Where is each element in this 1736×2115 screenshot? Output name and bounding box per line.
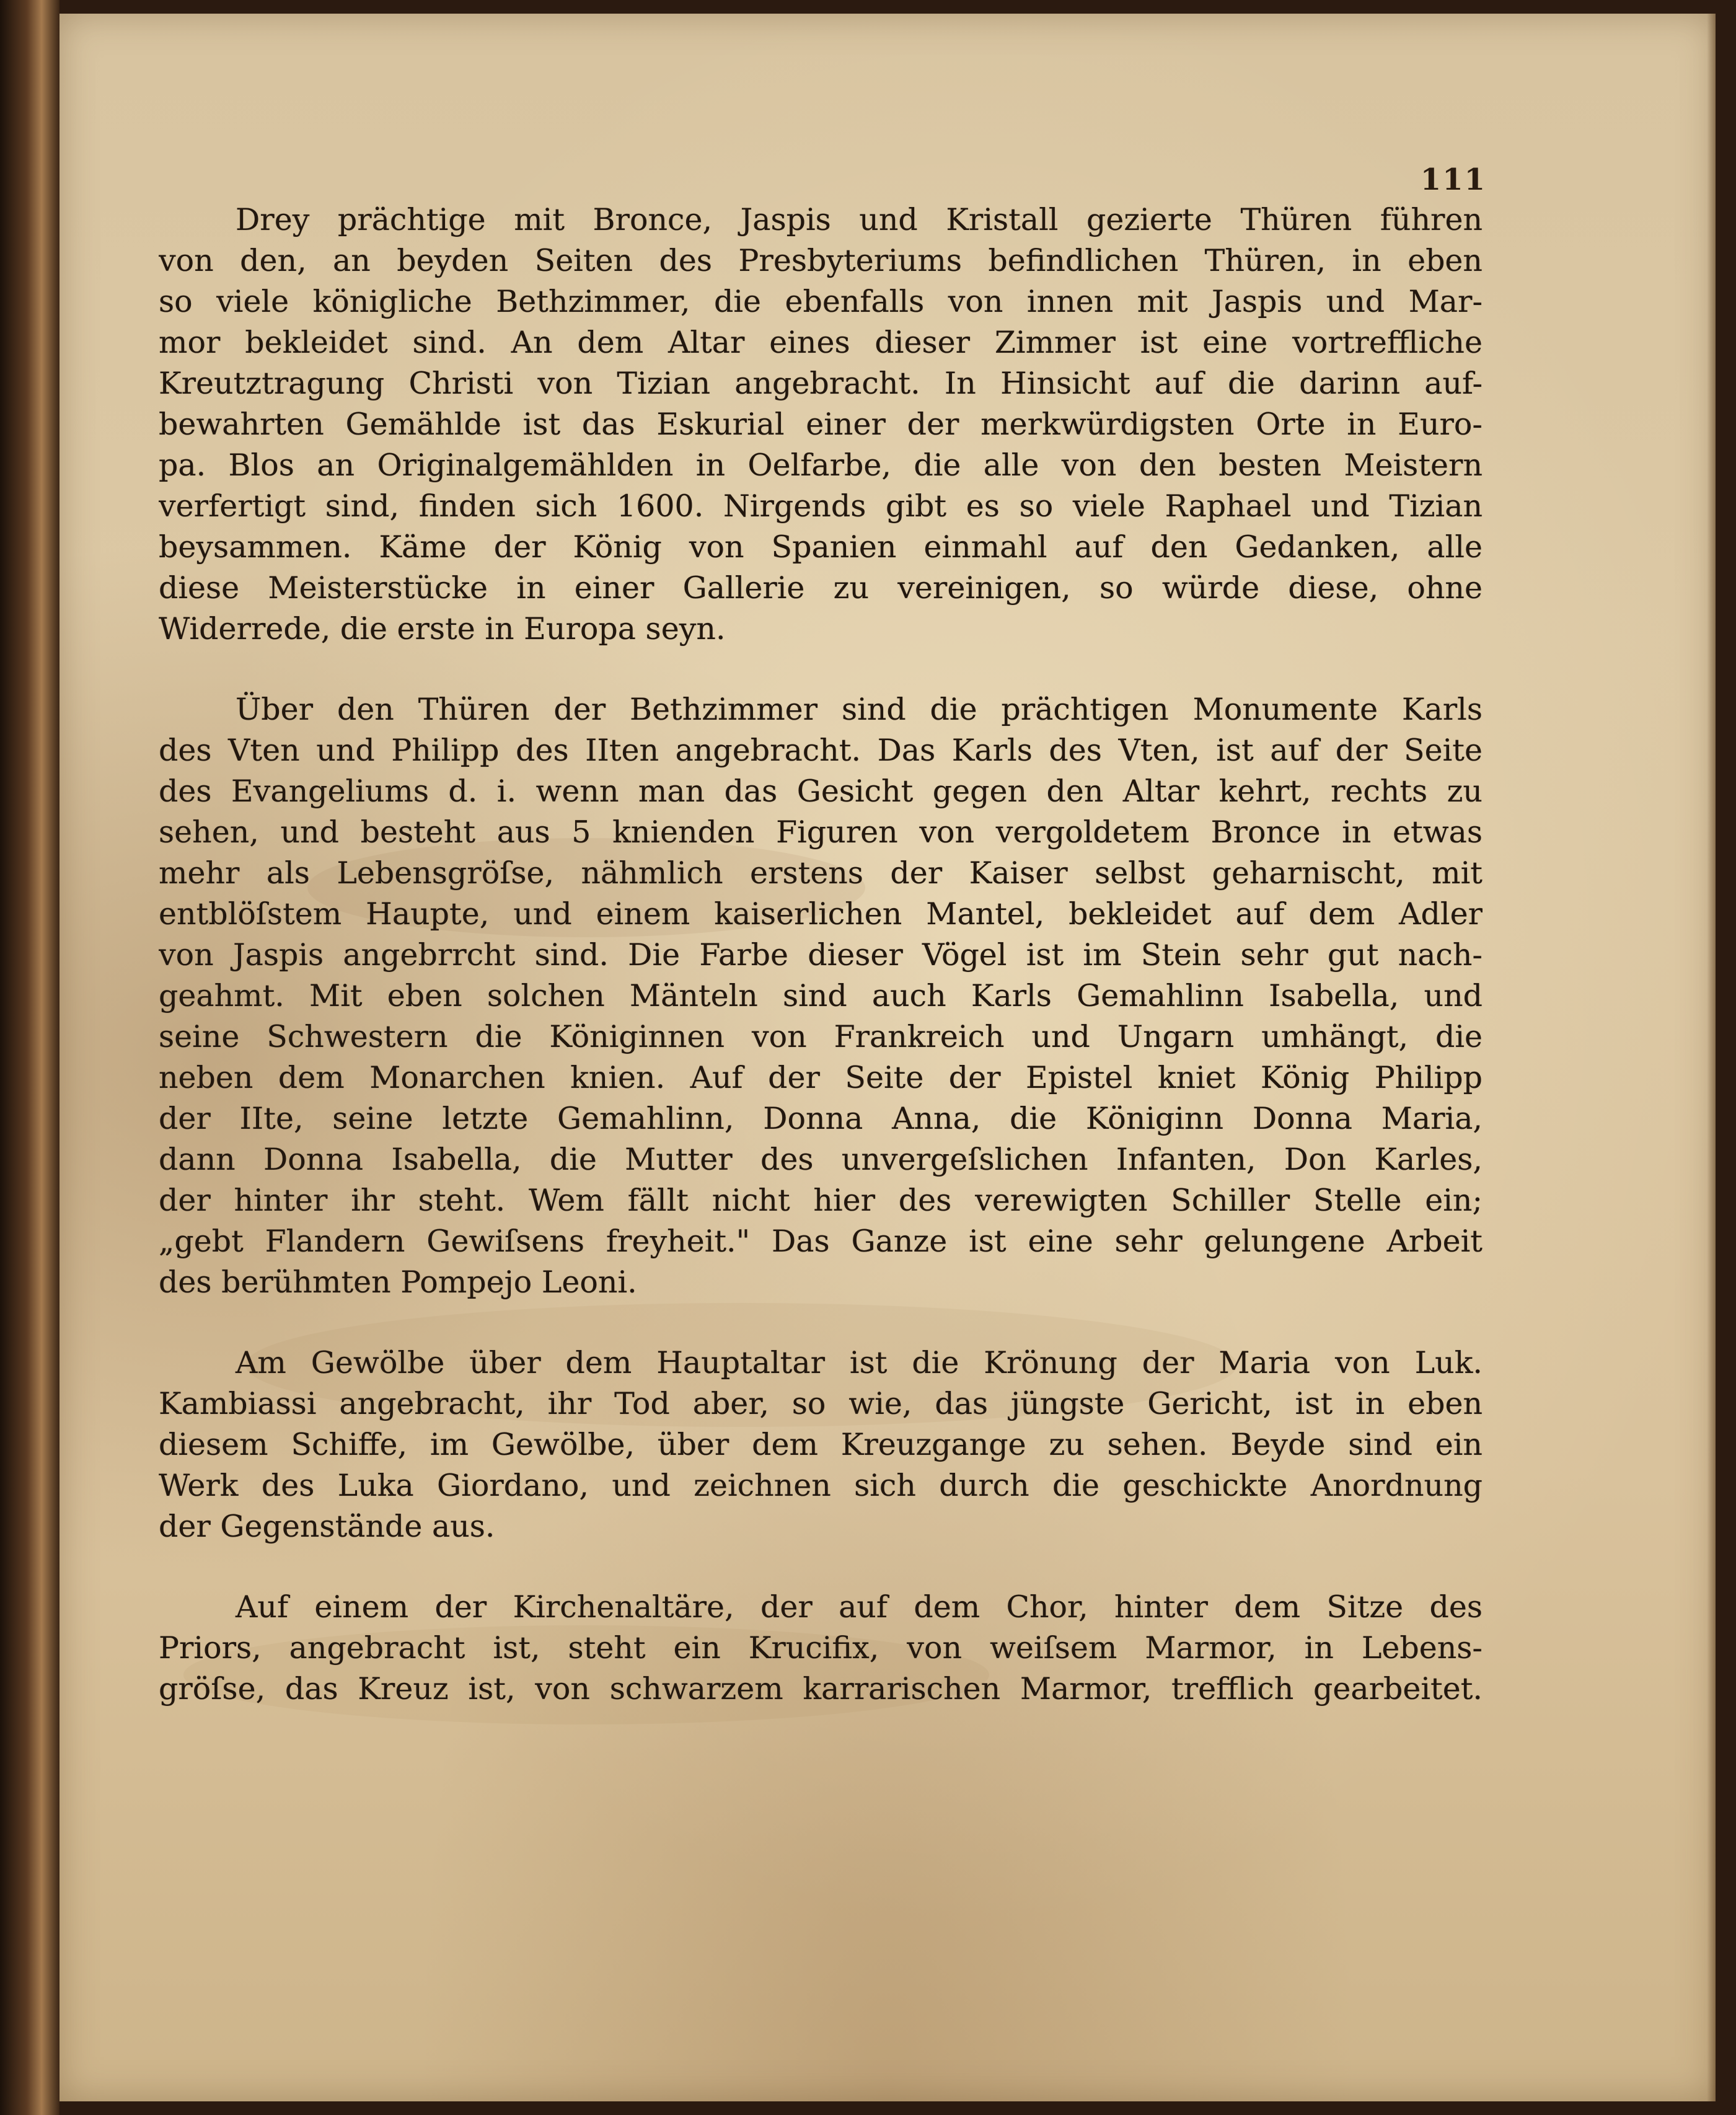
text-line: von Jaspis angebrrcht sind. Die Farbe dieser Vögel ist im Stein sehr gut nach-	[159, 937, 1483, 973]
text-line: so viele königliche Bethzimmer, die ebenfalls von innen mit Jaspis und Mar-	[159, 284, 1483, 319]
text-line: Kambiassi angebracht, ihr Tod aber, so wie, das jüngste Gericht, ist in eben	[159, 1386, 1483, 1421]
paragraph-1	[159, 200, 1483, 650]
text-line: verfertigt sind, finden sich 1600. Nirgends gibt es so viele Raphael und Tizian	[159, 488, 1483, 524]
text-line: mehr als Lebensgröſse, nähmlich erstens der Kaiser selbst geharnischt, mit	[159, 855, 1483, 891]
text-line: Werk des Luka Giordano, und zeichnen sich durch die geschickte Anordnung	[159, 1468, 1483, 1503]
paragraph-3	[159, 1343, 1483, 1547]
text-line: neben dem Monarchen knien. Auf der Seite der Epistel kniet König Philipp	[159, 1060, 1483, 1095]
page-number: 111	[1420, 162, 1486, 197]
text-line: Über den Thüren der Bethzimmer sind die prächtigen Monumente Karls	[236, 692, 1483, 727]
text-line: von den, an beyden Seiten des Presbyteriums befindlichen Thüren, in eben	[159, 243, 1483, 278]
text-line: Auf einem der Kirchenaltäre, der auf dem Chor, hinter dem Sitze des	[236, 1589, 1483, 1625]
text-line: entblöſstem Haupte, und einem kaiserlichen Mantel, bekleidet auf dem Adler	[159, 896, 1483, 932]
text-line: des Vten und Philipp des IIten angebracht. Das Karls des Vten, ist auf der Seite	[159, 733, 1483, 768]
page-edge	[1707, 14, 1716, 2101]
text-line: diese Meisterstücke in einer Gallerie zu vereinigen, so würde diese, ohne	[159, 570, 1483, 606]
paragraph-2	[159, 689, 1483, 1303]
text-line: diesem Schiffe, im Gewölbe, über dem Kreuzgange zu sehen. Beyde sind ein	[159, 1427, 1483, 1462]
text-line: gröſse, das Kreuz ist, von schwarzem karrarischen Marmor, trefflich gearbeitet.	[159, 1671, 1483, 1707]
text-line: mor bekleidet sind. An dem Altar eines dieser Zimmer ist eine vortreffliche	[159, 325, 1483, 360]
text-line: der hinter ihr steht. Wem fällt nicht hier des verewigten Schiller Stelle ein;	[159, 1183, 1483, 1218]
text-line: beysammen. Käme der König von Spanien einmahl auf den Gedanken, alle	[159, 529, 1483, 565]
text-line: bewahrten Gemählde ist das Eskurial einer der merkwürdigsten Orte in Euro-	[159, 407, 1483, 442]
text-line: seine Schwestern die Königinnen von Frankreich und Ungarn umhängt, die	[159, 1019, 1483, 1054]
text-line: Am Gewölbe über dem Hauptaltar ist die Krönung der Maria von Luk.	[236, 1345, 1483, 1380]
text-line: Drey prächtige mit Bronce, Jaspis und Kristall gezierte Thüren führen	[236, 202, 1483, 237]
body-text	[159, 200, 1483, 1749]
text-line: geahmt. Mit eben solchen Mänteln sind auch Karls Gemahlinn Isabella, und	[159, 978, 1483, 1013]
text-line: der IIte, seine letzte Gemahlinn, Donna Anna, die Königinn Donna Maria,	[159, 1101, 1483, 1136]
text-line: Widerrede, die erste in Europa seyn.	[159, 611, 726, 647]
facing-page-edge	[0, 0, 59, 2115]
paragraph-4	[159, 1587, 1483, 1710]
book-page	[59, 14, 1716, 2101]
text-line: Priors, angebracht ist, steht ein Krucifix, von weiſsem Marmor, in Lebens-	[159, 1630, 1483, 1666]
text-line: des Evangeliums d. i. wenn man das Gesicht gegen den Altar kehrt, rechts zu	[159, 774, 1483, 809]
text-line: der Gegenstände aus.	[159, 1509, 495, 1544]
text-line: des berühmten Pompejo Leoni.	[159, 1265, 637, 1300]
text-line: dann Donna Isabella, die Mutter des unvergeſslichen Infanten, Don Karles,	[159, 1142, 1483, 1177]
text-line: Kreutztragung Christi von Tizian angebracht. In Hinsicht auf die darinn auf-	[159, 366, 1483, 401]
text-line: „gebt Flandern Gewiſsens freyheit." Das Ganze ist eine sehr gelungene Arbeit	[159, 1224, 1483, 1259]
text-line: sehen, und besteht aus 5 knienden Figuren von vergoldetem Bronce in etwas	[159, 815, 1483, 850]
text-line: pa. Blos an Originalgemählden in Oelfarbe, die alle von den besten Meistern	[159, 448, 1483, 483]
